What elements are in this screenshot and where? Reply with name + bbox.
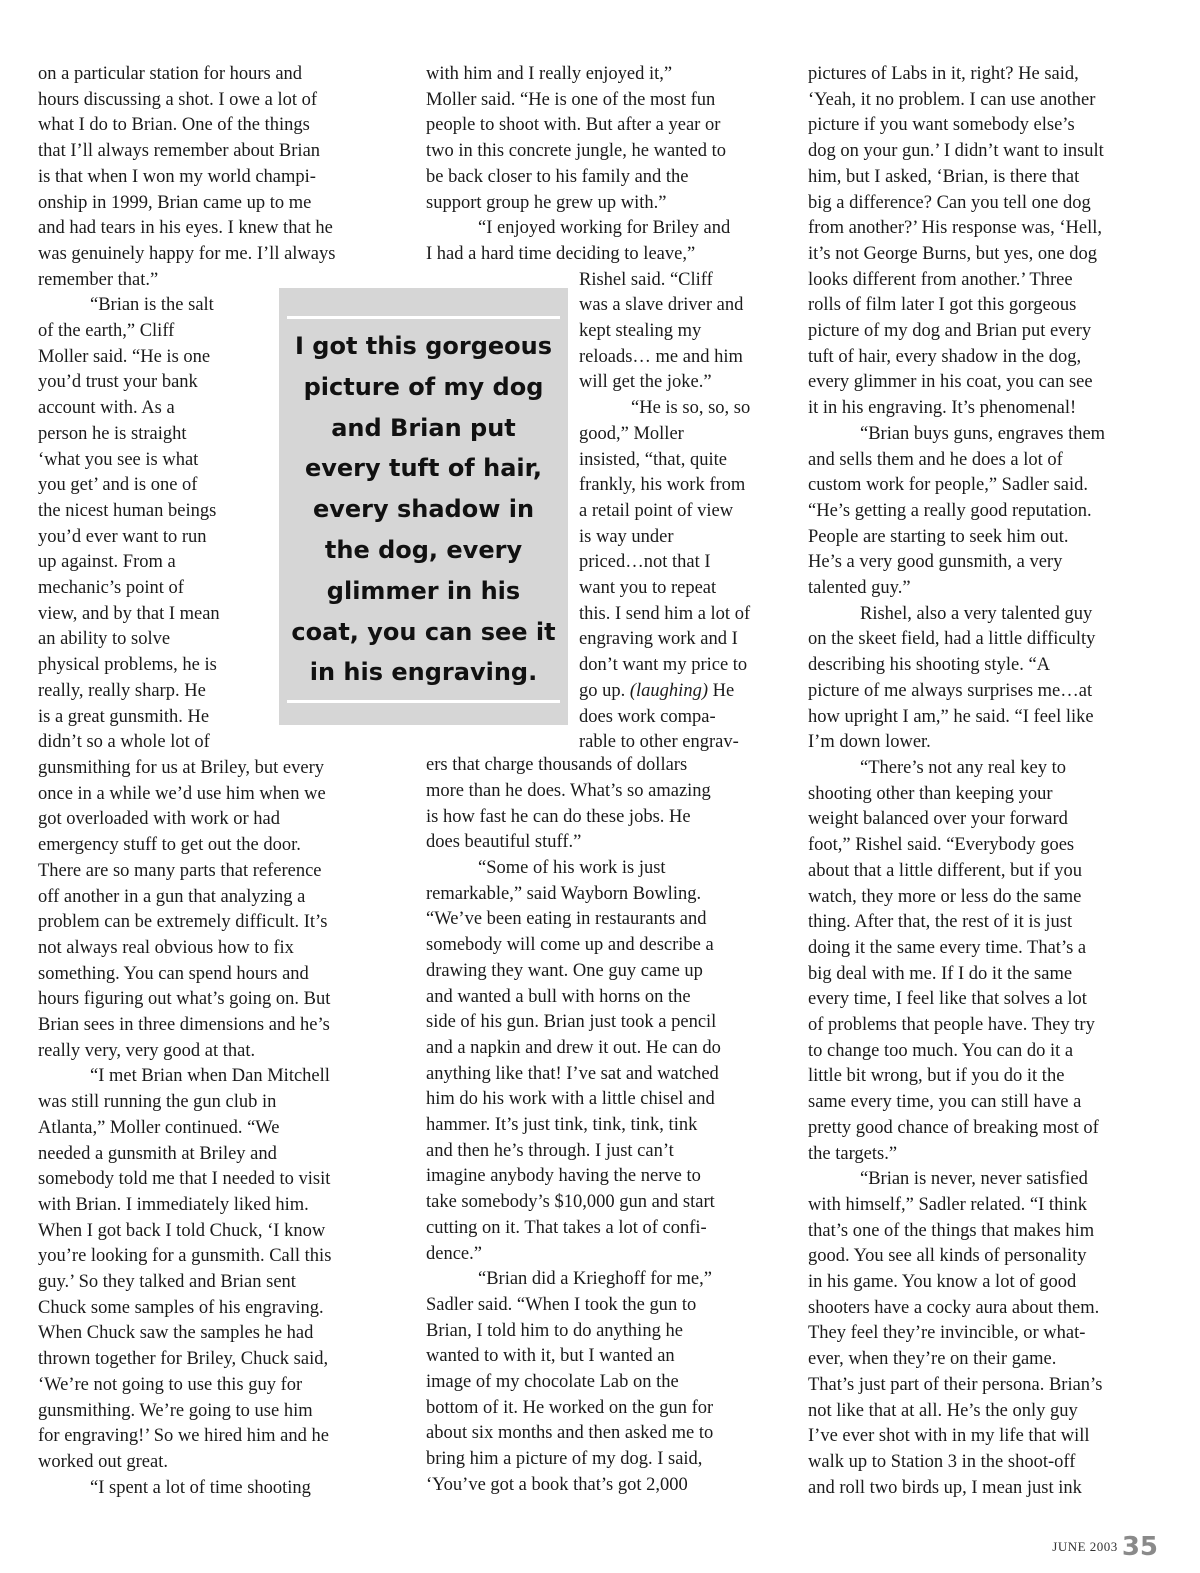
text-line: “He’s getting a really good reputation. — [808, 500, 1092, 521]
text-line: cutting on it. That takes a lot of confi- — [426, 1217, 707, 1238]
text-line: imagine anybody having the nerve to — [426, 1166, 701, 1187]
text-line: about six months and then asked me to — [426, 1423, 714, 1444]
text-line: with himself,” Sadler related. “I think — [808, 1194, 1087, 1215]
text-line: off another in a gun that analyzing a — [38, 886, 306, 907]
text-line: “I met Brian when Dan Mitchell — [90, 1066, 330, 1087]
text-line: ‘You’ve got a book that’s got 2,000 — [426, 1474, 688, 1495]
text-line: and a napkin and drew it out. He can do — [426, 1037, 721, 1058]
text-line: something. You can spend hours and — [38, 963, 309, 984]
text-line: problem can be extremely difficult. It’s — [38, 912, 328, 933]
text-line: “Brian did a Krieghoff for me,” — [478, 1269, 712, 1290]
text-line: doing it the same every time. That’s a — [808, 937, 1087, 958]
text-line: “Brian is the salt — [90, 295, 214, 316]
text-line: the dog, every — [324, 535, 523, 564]
text-line: was still running the gun club in — [38, 1092, 277, 1113]
text-line: is a great gunsmith. He — [38, 706, 210, 727]
text-line: glimmer in his — [326, 576, 521, 605]
text-line: gunsmithing for us at Briley, but every — [38, 757, 325, 778]
text-line: That’s just part of their persona. Brian’s — [808, 1374, 1103, 1395]
text-line: an ability to solve — [38, 629, 171, 650]
text-line: not always real obvious how to fix — [38, 937, 294, 958]
text-line: remarkable,” said Wayborn Bowling. — [426, 883, 702, 904]
text-line: what I do to Brian. One of the things — [38, 115, 310, 136]
text-line: view, and by that I mean — [38, 603, 220, 624]
laugh-post: He — [707, 680, 735, 701]
col3-paragraph-5 — [808, 1167, 1178, 1501]
text-line: be back closer to his family and the — [426, 166, 689, 187]
text-line: thrown together for Briley, Chuck said, — [38, 1349, 329, 1370]
text-line: worked out great. — [38, 1451, 168, 1472]
text-line: I got this gorgeous — [294, 332, 553, 360]
text-line: thing. After that, the rest of it is just — [808, 912, 1073, 933]
col2-paragraph-4 — [426, 856, 806, 1267]
text-line: talented guy.” — [808, 578, 911, 599]
text-line: him do his work with a little chisel and — [426, 1089, 715, 1110]
text-line: remember that.” — [38, 269, 159, 290]
text-line: for engraving!’ So we hired him and he — [38, 1426, 329, 1447]
text-line: foot,” Rishel said. “Everybody goes — [808, 835, 1075, 856]
text-line: drawing they want. One guy came up — [426, 960, 703, 981]
text-line: people to shoot with. But after a year or — [426, 115, 721, 136]
col3-paragraph-4 — [808, 756, 1178, 1167]
text-line: will get the joke.” — [579, 372, 712, 393]
text-line: shooters have a cocky aura about them. — [808, 1297, 1100, 1318]
text-line: wanted to with it, but I wanted an — [426, 1346, 675, 1367]
text-line: same every time, you can still have a — [808, 1092, 1082, 1113]
laughing-note: (laughing) — [629, 680, 708, 701]
text-line: didn’t so a whole lot of — [38, 732, 210, 753]
text-line: person he is straight — [38, 423, 187, 444]
text-line: support group he grew up with.” — [426, 192, 667, 213]
pull-quote-text — [279, 326, 568, 693]
text-line: in his engraving. — [309, 658, 538, 687]
text-line: that I’ll always remember about Brian — [38, 141, 321, 162]
text-line: it’s not George Burns, but yes, one dog — [808, 243, 1097, 264]
text-line: ever, when they’re on their game. — [808, 1349, 1057, 1370]
text-line: dence.” — [426, 1243, 482, 1264]
text-line: hours figuring out what’s going on. But — [38, 989, 331, 1010]
text-line: emergency stuff to get out the door. — [38, 835, 301, 856]
text-line: to change too much. You can do it a — [808, 1040, 1074, 1061]
text-line: engraving work and I — [579, 629, 738, 650]
text-line: and Brian put — [331, 413, 516, 442]
text-line: guy.’ So they talked and Brian sent — [38, 1272, 296, 1293]
col3-paragraph-1 — [808, 62, 1178, 422]
text-line: mechanic’s point of — [38, 578, 184, 599]
column-2-narrow — [579, 268, 804, 756]
text-line: on a particular station for hours and — [38, 64, 303, 84]
text-line: from another?’ His response was, ‘Hell, — [808, 218, 1103, 239]
pull-quote-bottom-rule — [287, 700, 560, 703]
text-line: little bit wrong, but if you do it the — [808, 1066, 1065, 1087]
text-line: account with. As a — [38, 398, 175, 419]
text-line: custom work for people,” Sadler said. — [808, 475, 1088, 496]
text-line: walk up to Station 3 in the shoot-off — [808, 1451, 1076, 1472]
text-line: on the skeet field, had a little difficulty — [808, 629, 1096, 650]
text-line: about that a little different, but if you — [808, 860, 1083, 881]
text-line: really very, very good at that. — [38, 1040, 256, 1061]
col3-paragraph-2 — [808, 422, 1178, 602]
text-line: frankly, his work from — [579, 475, 746, 496]
col1-paragraph-3 — [38, 1064, 418, 1475]
col2-paragraph-3-narrow — [579, 396, 804, 756]
text-line: side of his gun. Brian just took a pencil — [426, 1012, 717, 1033]
text-line: and roll two birds up, I mean just ink — [808, 1477, 1082, 1498]
text-line: once in a while we’d use him when we — [38, 783, 326, 804]
text-line: hammer. It’s just tink, tink, tink, tink — [426, 1115, 698, 1136]
text-line: “There’s not any real key to — [860, 757, 1066, 778]
text-line: a retail point of view — [579, 500, 734, 521]
text-line: When Chuck saw the samples he had — [38, 1323, 314, 1344]
col3-paragraph-3 — [808, 602, 1178, 756]
col2-paragraph-5 — [426, 1267, 806, 1498]
text-line: kept stealing my — [579, 321, 702, 341]
text-line: physical problems, he is — [38, 655, 217, 676]
text-line: “I enjoyed working for Briley and — [478, 218, 731, 239]
text-line: bottom of it. He worked on the gun for — [426, 1397, 714, 1418]
text-line: him, but I asked, ‘Brian, is there that — [808, 166, 1080, 187]
text-line: of problems that people have. They try — [808, 1015, 1095, 1036]
text-line: and sells them and he does a lot of — [808, 449, 1063, 470]
text-line: coat, you can see it — [291, 617, 556, 646]
text-line: it in his engraving. It’s phenomenal! — [808, 398, 1077, 419]
text-line: When I got back I told Chuck, ‘I know — [38, 1220, 326, 1241]
text-line: how upright I am,” he said. “I feel like — [808, 706, 1094, 727]
text-line: reloads… me and him — [579, 346, 743, 367]
page-footer — [1052, 1532, 1158, 1562]
text-line: this. I send him a lot of — [579, 603, 751, 624]
text-line: with Brian. I immediately liked him. — [38, 1194, 309, 1215]
text-line: Sadler said. “When I took the gun to — [426, 1294, 697, 1315]
text-line: ‘We’re not going to use this guy for — [38, 1374, 303, 1395]
text-line: of the earth,” Cliff — [38, 321, 175, 342]
text-line: dog on your gun.’ I didn’t want to insult — [808, 141, 1104, 162]
text-line: ‘what you see is what — [38, 449, 199, 470]
text-line: really, really sharp. He — [38, 680, 206, 701]
text-line: hours discussing a shot. I owe a lot of — [38, 89, 318, 110]
text-line: “Brian is never, never satisfied — [860, 1169, 1088, 1190]
col2-paragraph-2-top — [426, 216, 806, 267]
text-line: rolls of film later I got this gorgeous — [808, 295, 1077, 316]
text-line: They feel they’re invincible, or what- — [808, 1323, 1086, 1344]
text-line: He’s a very good gunsmith, a very — [808, 552, 1063, 573]
text-line: Rishel said. “Cliff — [579, 269, 713, 290]
text-line: There are so many parts that reference — [38, 860, 322, 881]
text-line: ‘Yeah, it no problem. I can use another — [808, 89, 1096, 110]
page-number: 35 — [1121, 1532, 1158, 1562]
text-line: not like that at all. He’s the only guy — [808, 1400, 1078, 1421]
col2-paragraph-3-rest — [426, 753, 806, 856]
text-line: take somebody’s $10,000 gun and start — [426, 1192, 715, 1213]
text-line: Moller said. “He is one of the most fun — [426, 89, 716, 110]
text-line: good. You see all kinds of personality — [808, 1246, 1087, 1267]
text-line: every shadow in — [312, 495, 535, 524]
col1-paragraph-4 — [38, 1476, 418, 1502]
text-line: Moller said. “He is one — [38, 346, 211, 367]
column-2-top — [426, 62, 806, 268]
text-line: want you to repeat — [579, 578, 717, 599]
text-line: picture of my dog — [303, 372, 544, 401]
text-line: every tuft of hair, — [304, 454, 543, 483]
text-line: more than he does. What’s so amazing — [426, 780, 711, 801]
text-line: “We’ve been eating in restaurants and — [426, 909, 707, 930]
text-line: tuft of hair, every shadow in the dog, — [808, 346, 1082, 367]
text-line: and wanted a bull with horns on the — [426, 986, 691, 1007]
text-line: you’d ever want to run — [38, 526, 207, 547]
text-line: every glimmer in his coat, you can see — [808, 372, 1093, 393]
text-line: every time, I feel like that solves a lot — [808, 989, 1087, 1010]
text-line: was a slave driver and — [579, 295, 744, 316]
text-line: and then he’s through. I just can’t — [426, 1140, 674, 1161]
text-line: I had a hard time deciding to leave,” — [426, 243, 696, 264]
text-line: “I spent a lot of time shooting — [90, 1477, 311, 1498]
text-line: big deal with me. If I do it the same — [808, 963, 1073, 984]
text-line: I’ve ever shot with in my life that will — [808, 1426, 1090, 1447]
text-line: does work compa- — [579, 706, 716, 727]
text-line: Rishel, also a very talented guy — [860, 603, 1093, 624]
text-line: priced…not that I — [579, 552, 711, 573]
text-line: and had tears in his eyes. I knew that he — [38, 218, 333, 239]
text-line: ers that charge thousands of dollars — [426, 755, 688, 776]
text-line: describing his shooting style. “A — [808, 655, 1051, 676]
text-line: People are starting to seek him out. — [808, 526, 1069, 547]
text-line: needed a gunsmith at Briley and — [38, 1143, 277, 1164]
text-line: looks different from another.’ Three — [808, 269, 1073, 290]
column-2-bottom — [426, 753, 806, 1498]
text-line: is how fast he can do these jobs. He — [426, 806, 691, 827]
text-line: with him and I really enjoyed it,” — [426, 64, 673, 84]
text-line: good,” Moller — [579, 423, 684, 444]
text-line: got overloaded with work or had — [38, 809, 280, 830]
text-line: does beautiful stuff.” — [426, 832, 582, 853]
text-line: picture of my dog and Brian put every — [808, 321, 1092, 342]
text-line: picture of me always surprises me…at — [808, 680, 1093, 701]
text-line: image of my chocolate Lab on the — [426, 1372, 679, 1393]
text-line: “Brian buys guns, engraves them — [860, 423, 1106, 444]
col2-paragraph-2-rest — [579, 268, 804, 397]
text-line: pretty good chance of breaking most of — [808, 1117, 1099, 1138]
text-line: pictures of Labs in it, right? He said, — [808, 64, 1079, 84]
text-line: you’d trust your bank — [38, 372, 198, 393]
text-line: gunsmithing. We’re going to use him — [38, 1400, 313, 1421]
text-line: don’t want my price to — [579, 655, 748, 676]
text-line: shooting other than keeping your — [808, 783, 1053, 804]
text-line: watch, they more or less do the same — [808, 886, 1082, 907]
text-line: Brian, I told him to do anything he — [426, 1320, 683, 1341]
col1-paragraph-1 — [38, 62, 418, 293]
text-line: Chuck some samples of his engraving. — [38, 1297, 324, 1318]
text-line: bring him a picture of my dog. I said, — [426, 1449, 703, 1470]
column-3 — [808, 62, 1178, 1501]
column-1 — [38, 62, 418, 1501]
text-line: is way under — [579, 526, 674, 547]
text-line: that’s one of the things that makes him — [808, 1220, 1095, 1241]
text-line: you get’ and is one of — [38, 475, 198, 496]
text-line: in his game. You know a lot of good — [808, 1272, 1077, 1293]
text-line: picture if you want somebody else’s — [808, 115, 1075, 136]
text-line: anything like that! I’ve sat and watched — [426, 1063, 719, 1084]
issue-date: JUNE 2003 — [1052, 1539, 1118, 1554]
text-line: Brian sees in three dimensions and he’s — [38, 1015, 330, 1036]
text-line: somebody will come up and describe a — [426, 935, 714, 956]
text-line: “Some of his work is just — [478, 858, 666, 878]
pull-quote — [279, 288, 568, 725]
text-line: I’m down lower. — [808, 732, 931, 753]
text-line: insisted, “that, quite — [579, 449, 727, 470]
text-line: “He is so, so, so — [631, 398, 751, 419]
text-line: onship in 1999, Brian came up to me — [38, 192, 312, 213]
text-line: was genuinely happy for me. I’ll always — [38, 243, 336, 264]
text-line: rable to other engrav- — [579, 732, 739, 753]
text-line: you’re looking for a gunsmith. Call this — [38, 1246, 332, 1267]
text-line: the targets.” — [808, 1143, 898, 1164]
text-line: somebody told me that I needed to visit — [38, 1169, 331, 1190]
text-line: is that when I won my world champi- — [38, 166, 316, 187]
text-line: Atlanta,” Moller continued. “We — [38, 1117, 280, 1138]
col2-paragraph-1 — [426, 62, 806, 216]
laugh-pre: go up. — [579, 680, 630, 701]
text-line: the nicest human beings — [38, 500, 217, 521]
text-line: big a difference? Can you tell one dog — [808, 192, 1091, 213]
text-line: two in this concrete jungle, he wanted to — [426, 141, 727, 162]
text-line: weight balanced over your forward — [808, 809, 1068, 830]
text-line: up against. From a — [38, 552, 176, 573]
pull-quote-top-rule — [287, 316, 560, 319]
